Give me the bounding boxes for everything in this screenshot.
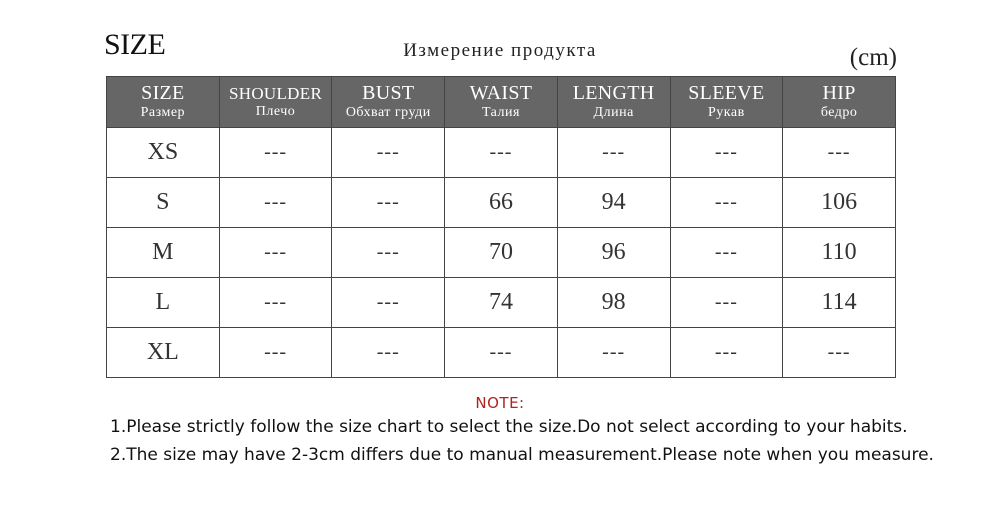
table-header (107, 77, 896, 128)
sleeve-cell: --- (670, 128, 783, 178)
shoulder-cell: --- (219, 328, 332, 378)
bust-cell: --- (332, 278, 445, 328)
column-header-label: HIP (822, 82, 856, 105)
column-header-label: SLEEVE (688, 82, 765, 105)
column-header-bust (332, 77, 445, 128)
note-label: NOTE: (475, 394, 525, 412)
bust-cell: --- (332, 228, 445, 278)
table-row-s (107, 178, 896, 228)
waist-cell: 66 (445, 178, 558, 228)
hip-cell: 110 (783, 228, 896, 278)
sleeve-cell: --- (670, 228, 783, 278)
size-chart-table (106, 76, 896, 378)
shoulder-cell: --- (219, 228, 332, 278)
shoulder-cell: --- (219, 178, 332, 228)
column-header-translation: Плечо (255, 103, 296, 119)
length-cell: --- (557, 328, 670, 378)
size-cell: XL (107, 328, 220, 378)
page-title: SIZE (104, 28, 166, 61)
sleeve-cell: --- (670, 278, 783, 328)
length-cell: --- (557, 128, 670, 178)
length-cell: 98 (557, 278, 670, 328)
table-row-xs (107, 128, 896, 178)
hip-cell: 106 (783, 178, 896, 228)
column-header-label: BUST (362, 82, 415, 105)
column-header-label: SIZE (141, 82, 185, 105)
column-header-length (557, 77, 670, 128)
column-header-translation: Длина (593, 105, 634, 121)
note-line-1: 1.Please strictly follow the size chart to select the size.Do not select according to your habits. (110, 417, 908, 437)
column-header-label: LENGTH (572, 82, 655, 105)
column-header-translation: Размер (140, 105, 186, 121)
chart-subtitle: Измерение продукта (403, 40, 597, 61)
header-row (107, 77, 896, 128)
table-row-l (107, 278, 896, 328)
hip-cell: --- (783, 328, 896, 378)
hip-cell: 114 (783, 278, 896, 328)
table-body (107, 128, 896, 378)
length-cell: 96 (557, 228, 670, 278)
shoulder-cell: --- (219, 128, 332, 178)
waist-cell: --- (445, 128, 558, 178)
bust-cell: --- (332, 328, 445, 378)
column-header-hip (783, 77, 896, 128)
column-header-translation: Обхват груди (345, 105, 431, 121)
waist-cell: 70 (445, 228, 558, 278)
bust-cell: --- (332, 178, 445, 228)
waist-cell: --- (445, 328, 558, 378)
note-line-2: 2.The size may have 2-3cm differs due to manual measurement.Please note when you measure. (110, 445, 934, 465)
shoulder-cell: --- (219, 278, 332, 328)
size-cell: M (107, 228, 220, 278)
column-header-label: WAIST (469, 82, 533, 105)
length-cell: 94 (557, 178, 670, 228)
sleeve-cell: --- (670, 178, 783, 228)
column-header-sleeve (670, 77, 783, 128)
unit-label: (cm) (849, 44, 897, 71)
column-header-shoulder (219, 77, 332, 128)
column-header-translation: Рукав (708, 105, 745, 121)
sleeve-cell: --- (670, 328, 783, 378)
column-header-label: SHOULDER (229, 83, 323, 103)
column-header-waist (445, 77, 558, 128)
bust-cell: --- (332, 128, 445, 178)
size-cell: L (107, 278, 220, 328)
column-header-size (107, 77, 220, 128)
table-row-m (107, 228, 896, 278)
size-cell: S (107, 178, 220, 228)
waist-cell: 74 (445, 278, 558, 328)
table-row-xl (107, 328, 896, 378)
hip-cell: --- (783, 128, 896, 178)
column-header-translation: Талия (481, 105, 520, 121)
size-cell: XS (107, 128, 220, 178)
column-header-translation: бедро (820, 105, 858, 121)
